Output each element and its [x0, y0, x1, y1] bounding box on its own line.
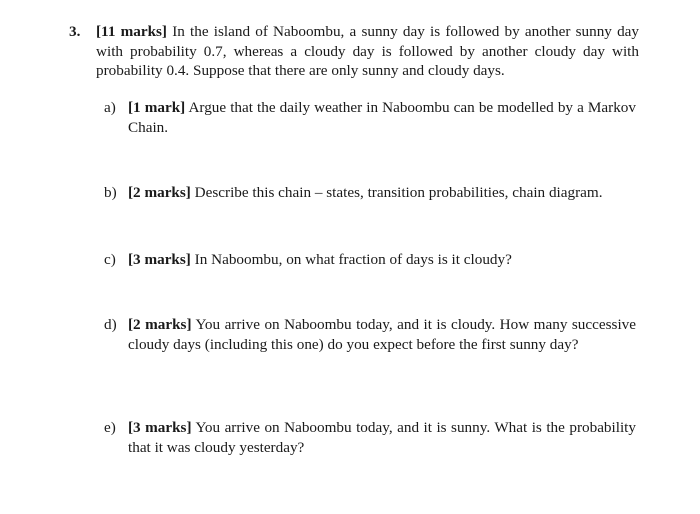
part-a	[104, 98, 636, 137]
part-marks: [2 marks]	[128, 316, 192, 333]
part-label: a)	[104, 99, 116, 116]
part-text: You arrive on Naboombu today, and it is sunny. What is the probability that it was cloudy yesterday?	[128, 419, 636, 456]
part-body	[128, 183, 636, 203]
part-marks: [3 marks]	[128, 251, 191, 268]
question-marks: [11 marks]	[96, 23, 167, 40]
question-3	[69, 22, 639, 81]
part-body	[128, 250, 636, 270]
part-d	[104, 315, 636, 354]
part-text: In Naboombu, on what fraction of days is it cloudy?	[194, 251, 512, 268]
part-e	[104, 418, 636, 457]
part-marks: [3 marks]	[128, 419, 192, 436]
question-number: 3.	[69, 23, 81, 40]
part-body	[128, 418, 636, 457]
part-text: You arrive on Naboombu today, and it is cloudy. How many successive cloudy days (including this one) do you expect before the first sunny day?	[128, 316, 636, 353]
part-label: c)	[104, 251, 116, 268]
part-text: Describe this chain – states, transition probabilities, chain diagram.	[194, 184, 603, 201]
part-marks: [1 mark]	[128, 99, 186, 116]
part-c	[104, 250, 636, 270]
question-text: In the island of Naboombu, a sunny day is followed by another sunny day with probability 0.7, whereas a cloudy day is followed by another cloudy day with probability 0.4. Suppose that there are only sunny and cloudy days.	[96, 23, 640, 79]
part-body	[128, 315, 636, 354]
part-label: b)	[104, 184, 117, 201]
part-body	[128, 98, 636, 137]
part-b	[104, 183, 636, 203]
part-text: Argue that the daily weather in Naboombu can be modelled by a Markov Chain.	[128, 99, 636, 136]
part-label: d)	[104, 316, 117, 333]
question-body	[96, 22, 639, 81]
part-marks: [2 marks]	[128, 184, 191, 201]
part-label: e)	[104, 419, 116, 436]
